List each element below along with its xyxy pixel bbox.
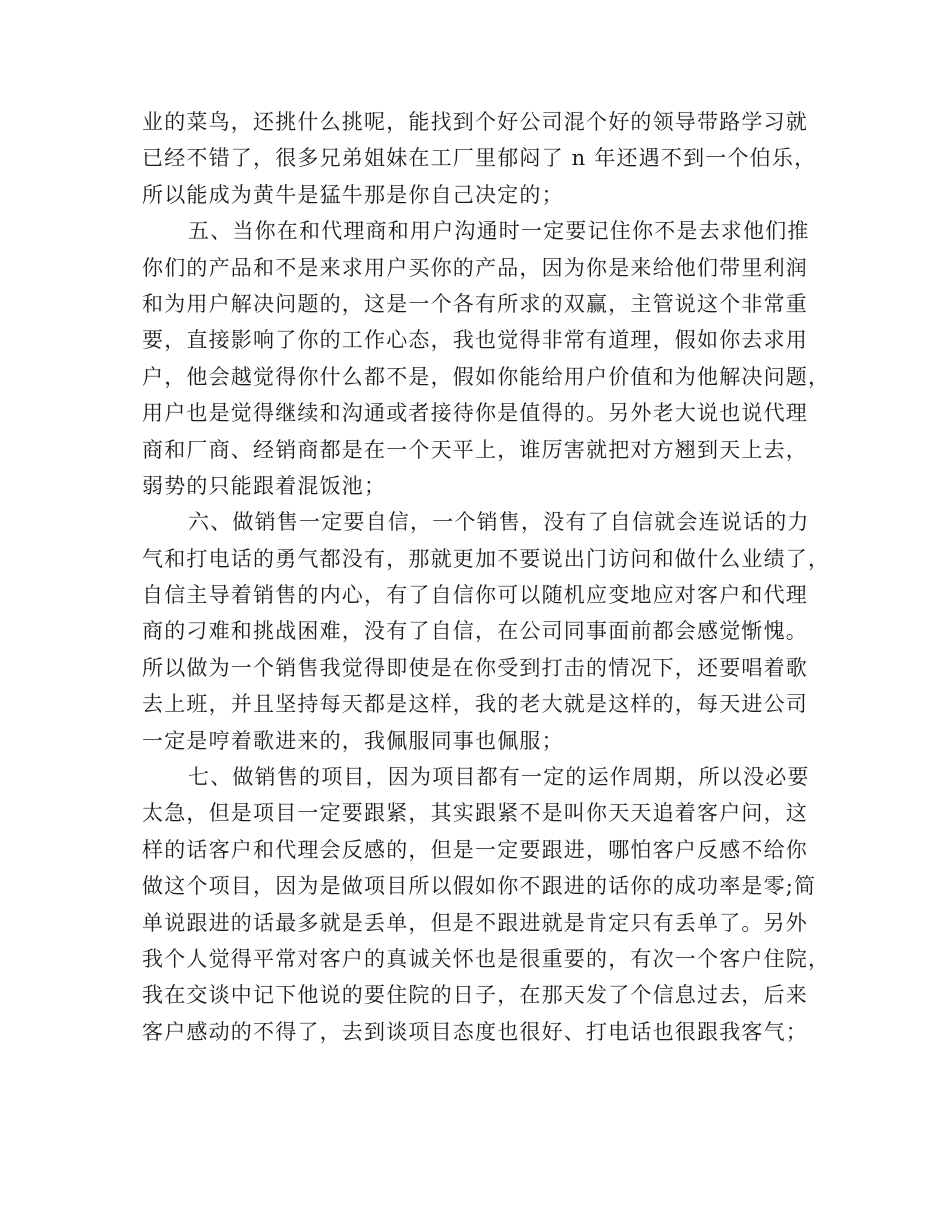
text-line: 所以能成为黄牛是猛牛那是你自己决定的；	[142, 182, 564, 207]
text-line: 已经不错了，很多兄弟姐妹在工厂里郁闷了 n 年还遇不到一个伯乐，	[142, 146, 817, 171]
text-line: 你们的产品和不是来求用户买你的产品，因为你是来给他们带里利润	[142, 255, 808, 280]
text-line: 气和打电话的勇气都没有，那就更加不要说出门访问和做什么业绩了，	[142, 546, 831, 571]
text-line: 商的刁难和挑战困难，没有了自信，在公司同事面前都会感觉惭愧。	[142, 619, 808, 644]
text-line: 一定是哼着歌进来的，我佩服同事也佩服；	[142, 728, 564, 753]
text-line: 要，直接影响了你的工作心态，我也觉得非常有道理，假如你去求用	[142, 328, 808, 353]
text-line: 自信主导着销售的内心，有了自信你可以随机应变地应对客户和代理	[142, 583, 808, 608]
text-line: 太急，但是项目一定要跟紧，其实跟紧不是叫你天天追着客户问，这	[142, 801, 808, 826]
paragraph-first-line: 五、当你在和代理商和用户沟通时一定要记住你不是去求他们推	[188, 219, 810, 244]
text-line: 做这个项目，因为是做项目所以假如你不跟进的话你的成功率是零;简	[142, 874, 817, 899]
text-line: 用户也是觉得继续和沟通或者接待你是值得的。另外老大说也说代理	[142, 401, 808, 426]
text-line: 我在交谈中记下他说的要住院的日子，在那天发了个信息过去，后来	[142, 983, 808, 1008]
text-line: 户，他会越觉得你什么都不是，假如你能给用户价值和为他解决问题，	[142, 364, 831, 389]
document-body	[142, 104, 831, 1050]
text-line: 商和厂商、经销商都是在一个天平上，谁厉害就把对方翘到天上去，	[142, 437, 808, 462]
text-line: 和为用户解决问题的，这是一个各有所求的双赢，主管说这个非常重	[142, 291, 808, 316]
text-line: 弱势的只能跟着混饭池；	[142, 473, 387, 498]
text-line: 我个人觉得平常对客户的真诚关怀也是很重要的，有次一个客户住院，	[142, 946, 831, 971]
text-line: 客户感动的不得了，去到谈项目态度也很好、打电话也很跟我客气；	[142, 1019, 808, 1044]
text-line: 去上班，并且坚持每天都是这样，我的老大就是这样的，每天进公司	[142, 692, 808, 717]
text-line: 样的话客户和代理会反感的，但是一定要跟进，哪怕客户反感不给你	[142, 837, 808, 862]
text-line: 单说跟进的话最多就是丢单，但是不跟进就是肯定只有丢单了。另外	[142, 910, 808, 935]
text-line: 业的菜鸟，还挑什么挑呢，能找到个好公司混个好的领导带路学习就	[142, 110, 808, 134]
paragraph-first-line: 六、做销售一定要自信，一个销售，没有了自信就会连说话的力	[188, 510, 810, 535]
text-line: 所以做为一个销售我觉得即使是在你受到打击的情况下，还要唱着歌	[142, 655, 808, 680]
paragraph-first-line: 七、做销售的项目，因为项目都有一定的运作周期，所以没必要	[188, 765, 810, 790]
